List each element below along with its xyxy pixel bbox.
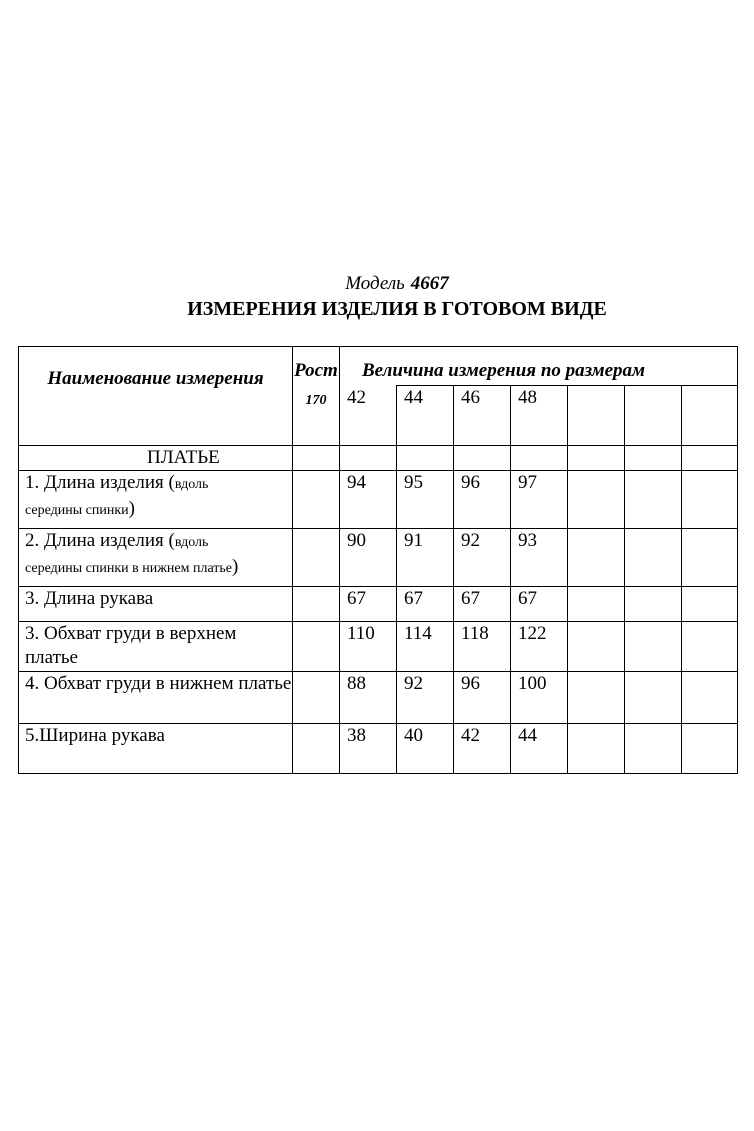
- section-label: ПЛАТЬЕ: [19, 446, 293, 471]
- value-cell: 40: [397, 724, 454, 774]
- size-header: [568, 386, 625, 446]
- table-cell: [682, 446, 738, 471]
- value-cell: 90: [340, 529, 397, 587]
- table-row: [19, 724, 738, 774]
- value-cell: 122: [511, 622, 568, 672]
- table-cell: [340, 446, 397, 471]
- model-line: [0, 272, 754, 296]
- value-cell: 92: [397, 672, 454, 724]
- table-cell: [625, 446, 682, 471]
- table-cell: [293, 622, 340, 672]
- value-cell: 42: [454, 724, 511, 774]
- value-cell: 97: [511, 471, 568, 529]
- table-cell: [568, 622, 625, 672]
- table-cell: [568, 672, 625, 724]
- name-end: ): [128, 498, 135, 519]
- size-header: 44: [397, 386, 454, 446]
- table-cell: [625, 672, 682, 724]
- value-cell: 96: [454, 672, 511, 724]
- table-cell: [568, 471, 625, 529]
- table-row: [19, 622, 738, 672]
- height-label: Рост: [294, 360, 338, 381]
- value-cell: 118: [454, 622, 511, 672]
- size-header: [682, 386, 738, 446]
- name-small: середины спинки в нижнем платье: [25, 561, 233, 576]
- table-cell: [293, 529, 340, 587]
- name-small: середины спинки: [25, 503, 129, 518]
- model-number: 4667: [410, 273, 449, 294]
- value-cell: 100: [511, 672, 568, 724]
- value-cell: 67: [340, 587, 397, 622]
- table-cell: [682, 672, 738, 724]
- measurement-name: 3. Обхват груди в верхнем платье: [19, 622, 293, 672]
- value-cell: 67: [454, 587, 511, 622]
- table-cell: [293, 672, 340, 724]
- table-cell: [682, 471, 738, 529]
- name-main: 2. Длина изделия (: [25, 530, 175, 551]
- table-cell: [568, 529, 625, 587]
- name-small: вдоль: [174, 477, 209, 492]
- value-cell: 67: [511, 587, 568, 622]
- name-small: вдоль: [174, 535, 209, 550]
- value-cell: 44: [511, 724, 568, 774]
- table-cell: [568, 446, 625, 471]
- value-cell: 38: [340, 724, 397, 774]
- table-cell: [682, 587, 738, 622]
- table-cell: [625, 622, 682, 672]
- value-cell: 114: [397, 622, 454, 672]
- size-header: 46: [454, 386, 511, 446]
- measurement-name: 3. Длина рукава: [19, 587, 293, 622]
- value-cell: 67: [397, 587, 454, 622]
- page-title: ИЗМЕРЕНИЯ ИЗДЕЛИЯ В ГОТОВОМ ВИДЕ: [187, 298, 607, 320]
- size-header: [625, 386, 682, 446]
- table-cell: [625, 471, 682, 529]
- header-name-cell: Наименование измерения: [19, 347, 293, 446]
- value-cell: 95: [397, 471, 454, 529]
- table-cell: [682, 622, 738, 672]
- table-cell: [625, 724, 682, 774]
- measurement-name: [19, 529, 293, 587]
- table-cell: [682, 724, 738, 774]
- table-cell: [625, 587, 682, 622]
- measurement-name: 5.Ширина рукава: [19, 724, 293, 774]
- value-cell: 94: [340, 471, 397, 529]
- table-cell: [293, 471, 340, 529]
- value-cell: 92: [454, 529, 511, 587]
- table-row: [19, 529, 738, 587]
- size-header: 48: [511, 386, 568, 446]
- table-row: [19, 672, 738, 724]
- value-cell: 93: [511, 529, 568, 587]
- size-header: 42: [340, 386, 397, 446]
- measurements-table: [18, 346, 738, 774]
- table-cell: [397, 446, 454, 471]
- header-height-cell: [293, 347, 340, 446]
- measurement-name: 4. Обхват груди в нижнем платье: [19, 672, 293, 724]
- table-cell: [682, 529, 738, 587]
- table-cell: [625, 529, 682, 587]
- table-row: [19, 471, 738, 529]
- value-cell: 110: [340, 622, 397, 672]
- value-cell: 91: [397, 529, 454, 587]
- table-cell: [568, 724, 625, 774]
- table-cell: [293, 587, 340, 622]
- value-cell: 88: [340, 672, 397, 724]
- table-row: [19, 587, 738, 622]
- name-main: 1. Длина изделия (: [25, 472, 175, 493]
- height-value: 170: [305, 393, 327, 408]
- table-cell: [454, 446, 511, 471]
- table-cell: [511, 446, 568, 471]
- table-cell: [293, 446, 340, 471]
- header-values-cell: Величина измерения по размерам: [340, 347, 738, 386]
- table-cell: [293, 724, 340, 774]
- model-label: Модель: [345, 273, 405, 294]
- table-cell: [568, 587, 625, 622]
- name-end: ): [232, 556, 239, 577]
- measurement-name: [19, 471, 293, 529]
- value-cell: 96: [454, 471, 511, 529]
